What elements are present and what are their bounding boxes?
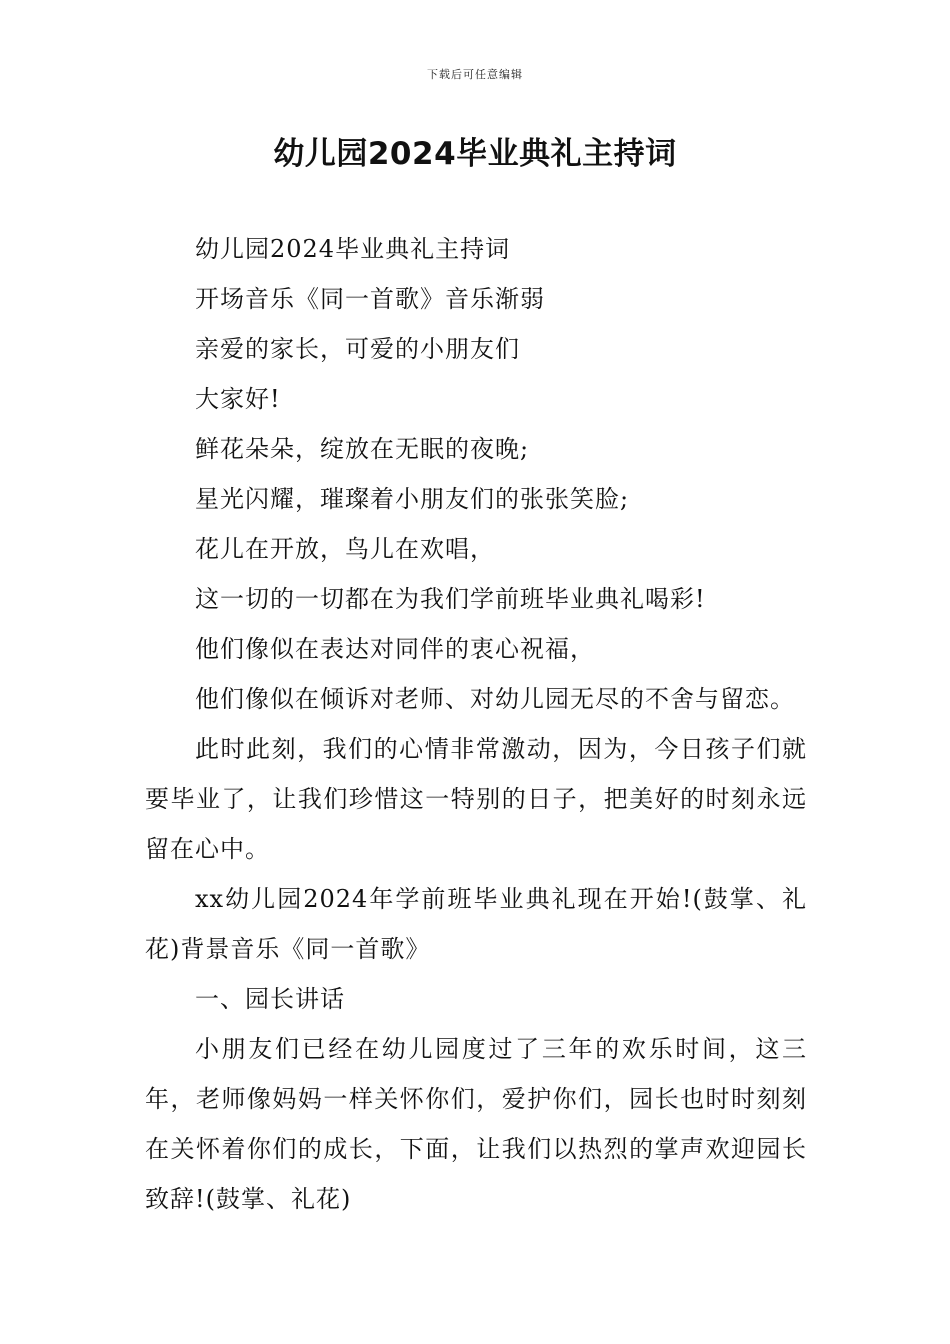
paragraph: 幼儿园2024毕业典礼主持词: [195, 235, 511, 263]
paragraph: 他们像似在表达对同伴的衷心祝福，: [195, 635, 595, 663]
paragraph: 开场音乐《同一首歌》音乐渐弱: [195, 285, 545, 313]
paragraph: 大家好!: [195, 385, 281, 413]
document-body: [145, 224, 807, 1224]
paragraph: 此时此刻，我们的心情非常激动，因为，今日孩子们就要毕业了，让我们珍惜这一特别的日子，把美好的时刻永远留在心中。: [145, 735, 807, 863]
paragraph: 这一切的一切都在为我们学前班毕业典礼喝彩!: [195, 585, 706, 613]
page-header-note: 下载后可任意编辑: [427, 68, 523, 81]
paragraph: xx幼儿园2024年学前班毕业典礼现在开始!(鼓掌、礼花)背景音乐《同一首歌》: [145, 885, 807, 963]
section-heading: 一、园长讲话: [195, 985, 345, 1013]
paragraph: 星光闪耀，璀璨着小朋友们的张张笑脸;: [195, 485, 630, 513]
paragraph: 亲爱的家长，可爱的小朋友们: [195, 335, 520, 363]
paragraph: 鲜花朵朵，绽放在无眠的夜晚;: [195, 435, 530, 463]
paragraph: 他们像似在倾诉对老师、对幼儿园无尽的不舍与留恋。: [195, 685, 795, 713]
paragraph: 花儿在开放，鸟儿在欢唱，: [195, 535, 495, 563]
document-title: 幼儿园2024毕业典礼主持词: [273, 136, 677, 172]
paragraph: 小朋友们已经在幼儿园度过了三年的欢乐时间，这三年，老师像妈妈一样关怀你们，爱护你们，园长也时时刻刻在关怀着你们的成长，下面，让我们以热烈的掌声欢迎园长致辞!(鼓掌、礼花): [145, 1035, 807, 1213]
